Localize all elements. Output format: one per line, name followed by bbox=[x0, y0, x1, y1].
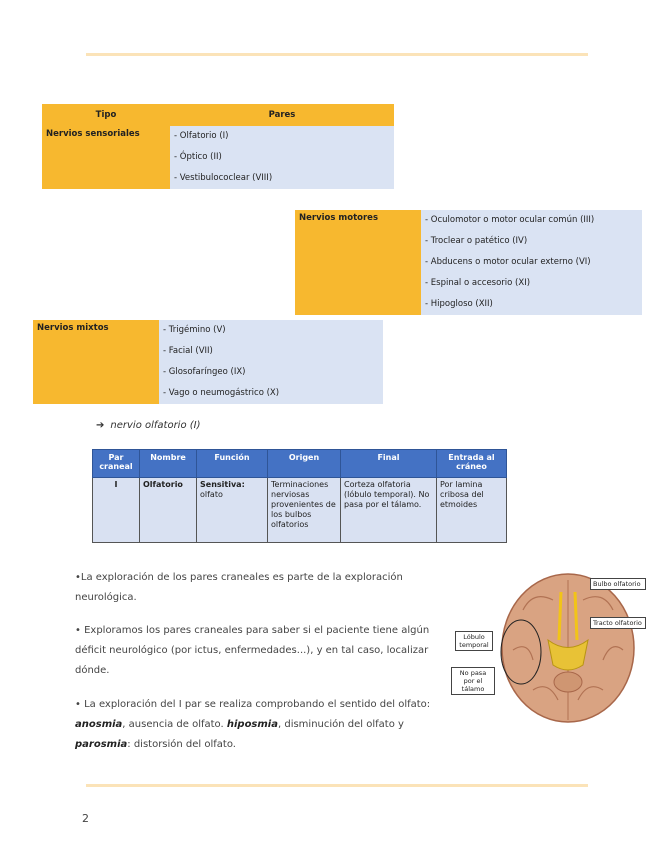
cell-nombre: Olfatorio bbox=[140, 478, 197, 543]
sensory-category: Nervios sensoriales bbox=[42, 126, 170, 189]
arrow-right-icon: ➔ bbox=[96, 420, 105, 431]
cell-final: Corteza olfatoria (lóbulo temporal). No pasa por el tálamo. bbox=[341, 478, 437, 543]
callout-no-pasa: No pasa por el tálamo bbox=[451, 667, 495, 695]
type-header: Tipo bbox=[42, 104, 170, 126]
paragraph-3 bbox=[75, 695, 435, 755]
mixed-nerves-table bbox=[33, 320, 383, 404]
motor-category: Nervios motores bbox=[295, 210, 421, 315]
column-header: Par craneal bbox=[93, 450, 140, 478]
p3-text: , disminución del olfato y bbox=[277, 719, 404, 730]
mixed-items bbox=[159, 320, 383, 404]
list-item: - Vestibulococlear (VIII) bbox=[174, 173, 273, 183]
callout-bulbo: Bulbo olfatorio bbox=[590, 578, 646, 590]
page-number: 2 bbox=[82, 812, 89, 825]
list-item: - Trigémino (V) bbox=[163, 325, 226, 335]
column-header: Nombre bbox=[140, 450, 197, 478]
callout-tracto: Tracto olfatorio bbox=[590, 617, 646, 629]
list-item: - Facial (VII) bbox=[163, 346, 213, 356]
motor-items bbox=[421, 210, 642, 315]
list-item: - Óptico (II) bbox=[174, 152, 222, 162]
term-hiposmia: hiposmia bbox=[226, 719, 278, 730]
column-header: Función bbox=[197, 450, 268, 478]
function-value: olfato bbox=[200, 490, 223, 499]
cell-funcion bbox=[197, 478, 268, 543]
brain-base-illustration bbox=[493, 570, 643, 725]
pairs-header: Pares bbox=[170, 104, 394, 126]
section-heading bbox=[96, 420, 201, 431]
list-item: - Hipogloso (XII) bbox=[425, 299, 493, 309]
function-label: Sensitiva: bbox=[200, 480, 245, 489]
cell-par: I bbox=[93, 478, 140, 543]
list-item: - Olfatorio (I) bbox=[174, 131, 229, 141]
list-item: - Abducens o motor ocular externo (VI) bbox=[425, 257, 591, 267]
list-item: - Oculomotor o motor ocular común (III) bbox=[425, 215, 595, 225]
column-header: Origen bbox=[268, 450, 341, 478]
top-rule bbox=[86, 53, 588, 56]
bottom-rule bbox=[86, 784, 588, 787]
p3-text: • La exploración del I par se realiza comprobando el sentido del olfato: bbox=[75, 699, 431, 710]
column-header: Final bbox=[341, 450, 437, 478]
olfactory-nerve-table bbox=[92, 449, 507, 543]
mixed-category: Nervios mixtos bbox=[33, 320, 159, 404]
column-header: Entrada al cráneo bbox=[437, 450, 507, 478]
paragraph-2: • Exploramos los pares craneales para saber si el paciente tiene algún déficit neurológico (por ictus, enfermedades...), y en tal caso, localizar dónde. bbox=[75, 625, 430, 676]
list-item: - Glosofaríngeo (IX) bbox=[163, 367, 246, 377]
list-item: - Troclear o patético (IV) bbox=[425, 236, 528, 246]
cell-origen: Terminaciones nerviosas provenientes de los bulbos olfatorios bbox=[268, 478, 341, 543]
term-parosmia: parosmia bbox=[75, 739, 128, 750]
sensory-nerves-table bbox=[42, 104, 394, 189]
section-heading-text: nervio olfatorio (I) bbox=[110, 420, 201, 431]
list-item: - Vago o neumogástrico (X) bbox=[163, 388, 280, 398]
p3-text: , ausencia de olfato. bbox=[122, 719, 227, 730]
sensory-items bbox=[170, 126, 394, 189]
list-item: - Espinal o accesorio (XI) bbox=[425, 278, 531, 288]
term-anosmia: anosmia bbox=[75, 719, 123, 730]
callout-lobulo: Lóbulo temporal bbox=[455, 631, 493, 651]
p3-text: : distorsión del olfato. bbox=[127, 739, 236, 750]
paragraph-1: •La exploración de los pares craneales es parte de la exploración neurológica. bbox=[75, 572, 403, 603]
cell-entrada: Por lamina cribosa del etmoides bbox=[437, 478, 507, 543]
table-row bbox=[93, 478, 507, 543]
motor-nerves-table bbox=[295, 210, 642, 315]
